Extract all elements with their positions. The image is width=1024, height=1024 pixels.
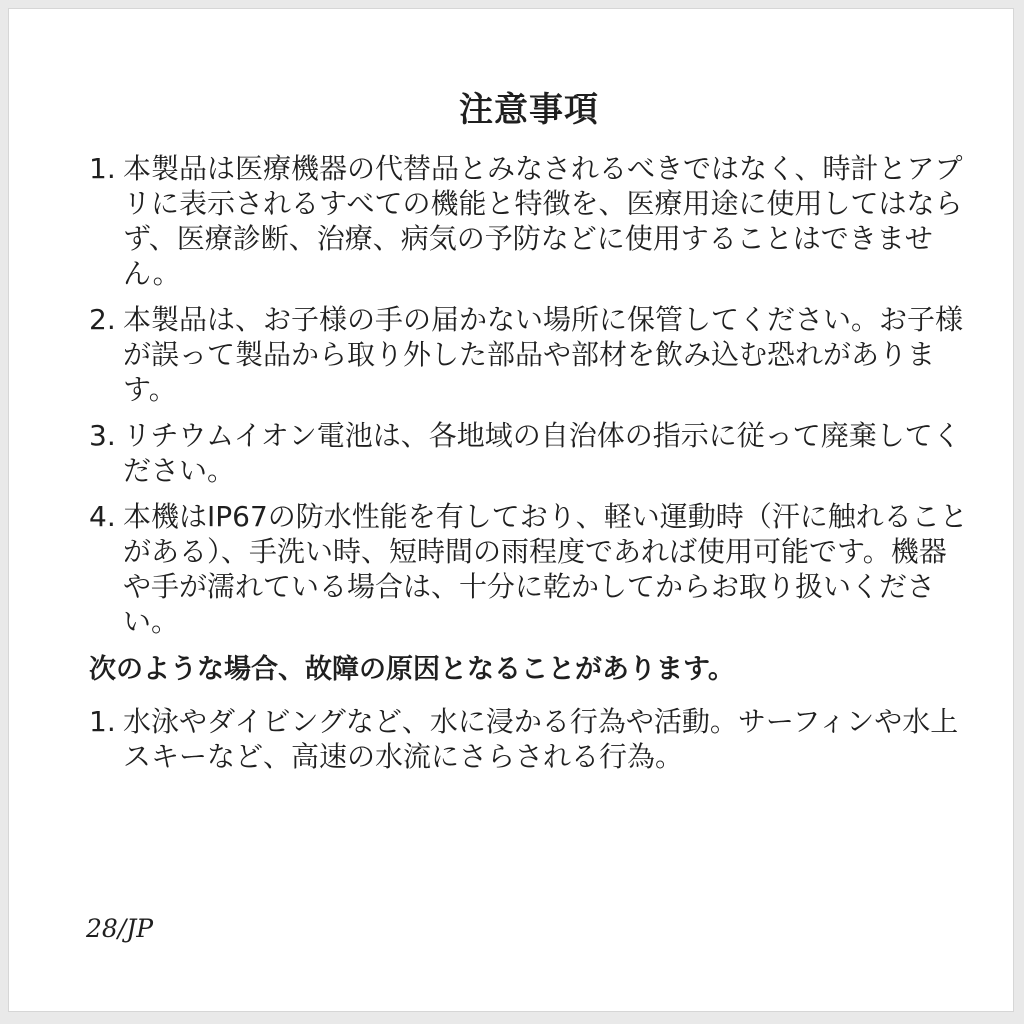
note-number: 1. bbox=[89, 152, 116, 185]
note-number: 3. bbox=[89, 419, 116, 452]
note-text: 本製品は医療機器の代替品とみなされるべきではなく、時計とアプリに表示されるすべての機能と特徴を、医療用途に使用してはならず、医療診断、治療、病気の予防などに使用することはできません。 bbox=[123, 152, 963, 290]
cause-item bbox=[89, 704, 969, 774]
note-item bbox=[89, 151, 969, 291]
section-subheading: 次のような場合、故障の原因となることがあります。 bbox=[89, 654, 735, 685]
note-text: 本機はIP67の防水性能を有しており、軽い運動時（汗に触れることがある）、手洗い時、短時間の雨程度であれば使用可能です。機器や手が濡れている場合は、十分に乾かしてからお取り扱いください。 bbox=[123, 500, 968, 638]
page-number: 28/JP bbox=[86, 914, 154, 943]
note-item bbox=[89, 418, 969, 488]
note-item bbox=[89, 302, 969, 407]
causes-list bbox=[89, 704, 969, 774]
note-text: 本製品は、お子様の手の届かない場所に保管してください。お子様が誤って製品から取り外した部品や部材を飲み込む恐れがあります。 bbox=[123, 303, 964, 406]
document-page bbox=[9, 9, 1013, 1011]
notes-list bbox=[89, 151, 969, 639]
cause-text: 水泳やダイビングなど、水に浸かる行為や活動。サーフィンや水上スキーなど、高速の水流にさらされる行為。 bbox=[123, 705, 959, 773]
note-text: リチウムイオン電池は、各地域の自治体の指示に従って廃棄してください。 bbox=[123, 419, 961, 487]
page-title: 注意事項 bbox=[459, 90, 599, 130]
note-item bbox=[89, 499, 969, 639]
cause-number: 1. bbox=[89, 705, 116, 738]
note-number: 2. bbox=[89, 303, 116, 336]
page-content bbox=[89, 81, 969, 785]
note-number: 4. bbox=[89, 500, 116, 533]
